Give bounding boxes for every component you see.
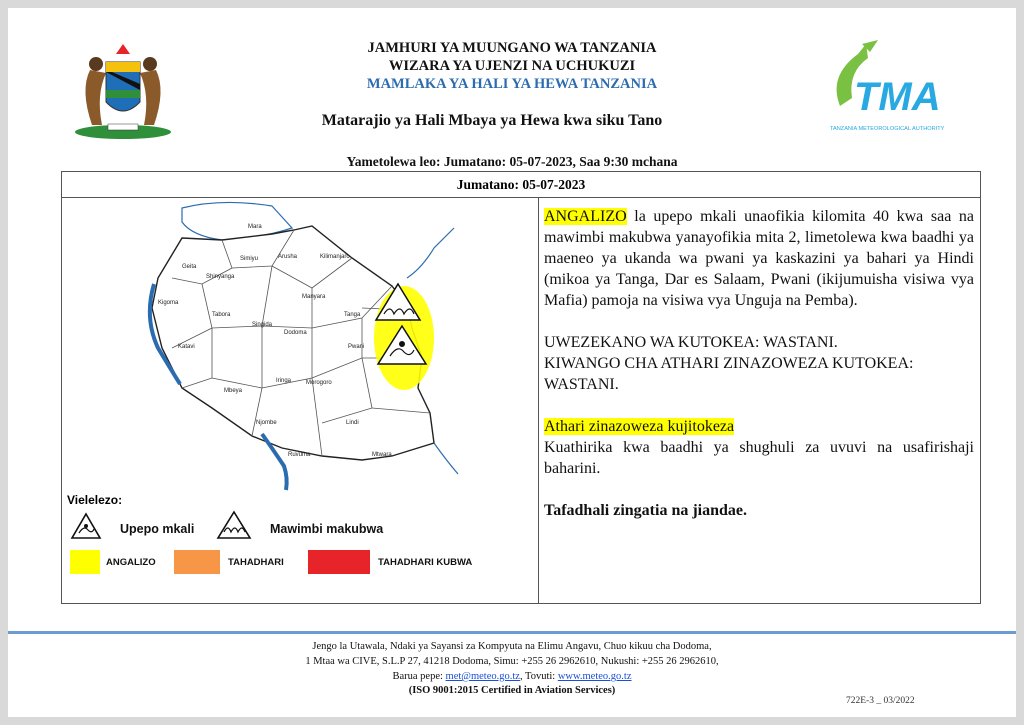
legend-major-warning-label: TAHADHARI KUBWA bbox=[378, 557, 473, 568]
impacts-text: Kuathirika kwa baadhi ya shughuli za uvuvi na usafirishaji baharini. bbox=[544, 439, 974, 477]
footer-iso: (ISO 9001:2015 Certified in Aviation Services) bbox=[408, 685, 616, 696]
tma-logo-text: TMA bbox=[854, 75, 941, 119]
likelihood-text: UWEZEKANO WA KUTOKEA: WASTANI. bbox=[544, 334, 838, 351]
region-geita: Geita bbox=[182, 264, 197, 270]
legend-wind-label: Upepo mkali bbox=[120, 522, 195, 536]
region-lindi: Lindi bbox=[346, 420, 359, 426]
region-kigoma: Kigoma bbox=[158, 300, 179, 306]
warning-word: ANGALIZO bbox=[544, 208, 627, 225]
southern-river bbox=[434, 443, 458, 474]
forecast-text bbox=[544, 206, 974, 521]
legend-wind-icon bbox=[70, 512, 102, 540]
footer-email-link[interactable]: met@meteo.go.tz bbox=[445, 671, 520, 682]
footer-web-label: , Tovuti: bbox=[519, 671, 558, 682]
header-republic: JAMHURI YA MUUNGANO WA TANZANIA bbox=[367, 40, 657, 56]
region-mara: Mara bbox=[248, 224, 262, 230]
region-manyara: Manyara bbox=[302, 294, 326, 300]
issued-date: Yametolewa leo: Jumatano: 05-07-2023, Saa 9:30 mchana bbox=[346, 154, 678, 169]
legend-major-warning-swatch bbox=[308, 550, 370, 574]
region-arusha: Arusha bbox=[278, 254, 298, 260]
table-column-divider bbox=[538, 198, 539, 603]
region-tabora: Tabora bbox=[212, 312, 231, 318]
region-kilimanjaro: Kilimanjaro bbox=[320, 254, 350, 260]
tanzania-map bbox=[62, 198, 538, 498]
impacts-title: Athari zinazoweza kujitokeza bbox=[544, 418, 735, 435]
region-katavi: Katavi bbox=[178, 344, 195, 350]
footer-email-label: Barua pepe: bbox=[392, 671, 446, 682]
region-shinyanga: Shinyanga bbox=[206, 274, 235, 280]
region-morogoro: Morogoro bbox=[306, 380, 332, 386]
tma-logo-subtitle: TANZANIA METEOROLOGICAL AUTHORITY bbox=[830, 126, 945, 132]
coastline bbox=[407, 228, 454, 278]
footer-web-link[interactable]: www.meteo.go.tz bbox=[557, 671, 632, 682]
header-ministry: WIZARA YA UJENZI NA UCHUKUZI bbox=[388, 58, 636, 74]
legend-advisory-label: ANGALIZO bbox=[106, 557, 156, 568]
footer-address-line2: 1 Mtaa wa CIVE, S.L.P 27, 41218 Dodoma, Simu: +255 26 2962610, Nukushi: +255 26 2962610, bbox=[305, 656, 719, 667]
legend-title: Vielelezo: bbox=[67, 493, 123, 507]
region-mbeya: Mbeya bbox=[224, 388, 243, 394]
region-mtwara: Mtwara bbox=[372, 452, 392, 458]
warning-text: la upepo mkali unaofikia kilomita 40 kwa saa na mawimbi makubwa yanayofikia mita 2, limetolewa kwa baadhi ya maeneo ya ukanda wa pwani ya kaskazini ya bahari ya Hindi (mikoa ya Tanga, Dar es Salaam, Pwani (ikijumuisha visiwa vya Mafia) pamoja na visiwa vya Unguja na Pemba). bbox=[544, 208, 974, 309]
region-simiyu: Simiyu bbox=[240, 256, 259, 262]
legend-advisory-swatch bbox=[70, 550, 100, 574]
document-code: 722E-3 _ 03/2022 bbox=[846, 696, 915, 706]
forecast-table bbox=[61, 171, 981, 604]
map-panel bbox=[62, 198, 538, 603]
impact-level-text: KIWANGO CHA ATHARI ZINAZOWEZA KUTOKEA: WASTANI. bbox=[544, 355, 914, 393]
legend-waves-icon bbox=[216, 510, 252, 540]
legend-waves-label: Mawimbi makubwa bbox=[270, 522, 384, 536]
page-title: Matarajio ya Hali Mbaya ya Hewa kwa siku Tano bbox=[321, 112, 663, 129]
footer-contacts bbox=[8, 671, 1016, 682]
region-singida: Singida bbox=[252, 322, 273, 328]
tma-logo bbox=[818, 36, 958, 136]
footer-address-line1: Jengo la Utawala, Ndaki ya Sayansi za Kompyuta na Elimu Angavu, Chuo kikuu cha Dodoma, bbox=[312, 641, 712, 652]
closing-note: Tafadhali zingatia na jiandae. bbox=[544, 502, 748, 519]
document-page bbox=[8, 8, 1016, 717]
region-dodoma: Dodoma bbox=[284, 330, 307, 336]
table-date-row: Jumatano: 05-07-2023 bbox=[62, 172, 980, 198]
legend-warning-label: TAHADHARI bbox=[228, 557, 284, 568]
footer-divider bbox=[8, 631, 1016, 634]
region-pwani: Pwani bbox=[348, 344, 365, 350]
legend-warning-swatch bbox=[174, 550, 220, 574]
warning-paragraph bbox=[544, 206, 974, 311]
region-iringa: Iringa bbox=[276, 378, 292, 384]
region-ruvuma: Ruvuma bbox=[288, 452, 311, 458]
region-tanga: Tanga bbox=[344, 312, 361, 318]
region-njombe: Njombe bbox=[256, 420, 277, 426]
header-authority: MAMLAKA YA HALI YA HEWA TANZANIA bbox=[366, 76, 658, 92]
